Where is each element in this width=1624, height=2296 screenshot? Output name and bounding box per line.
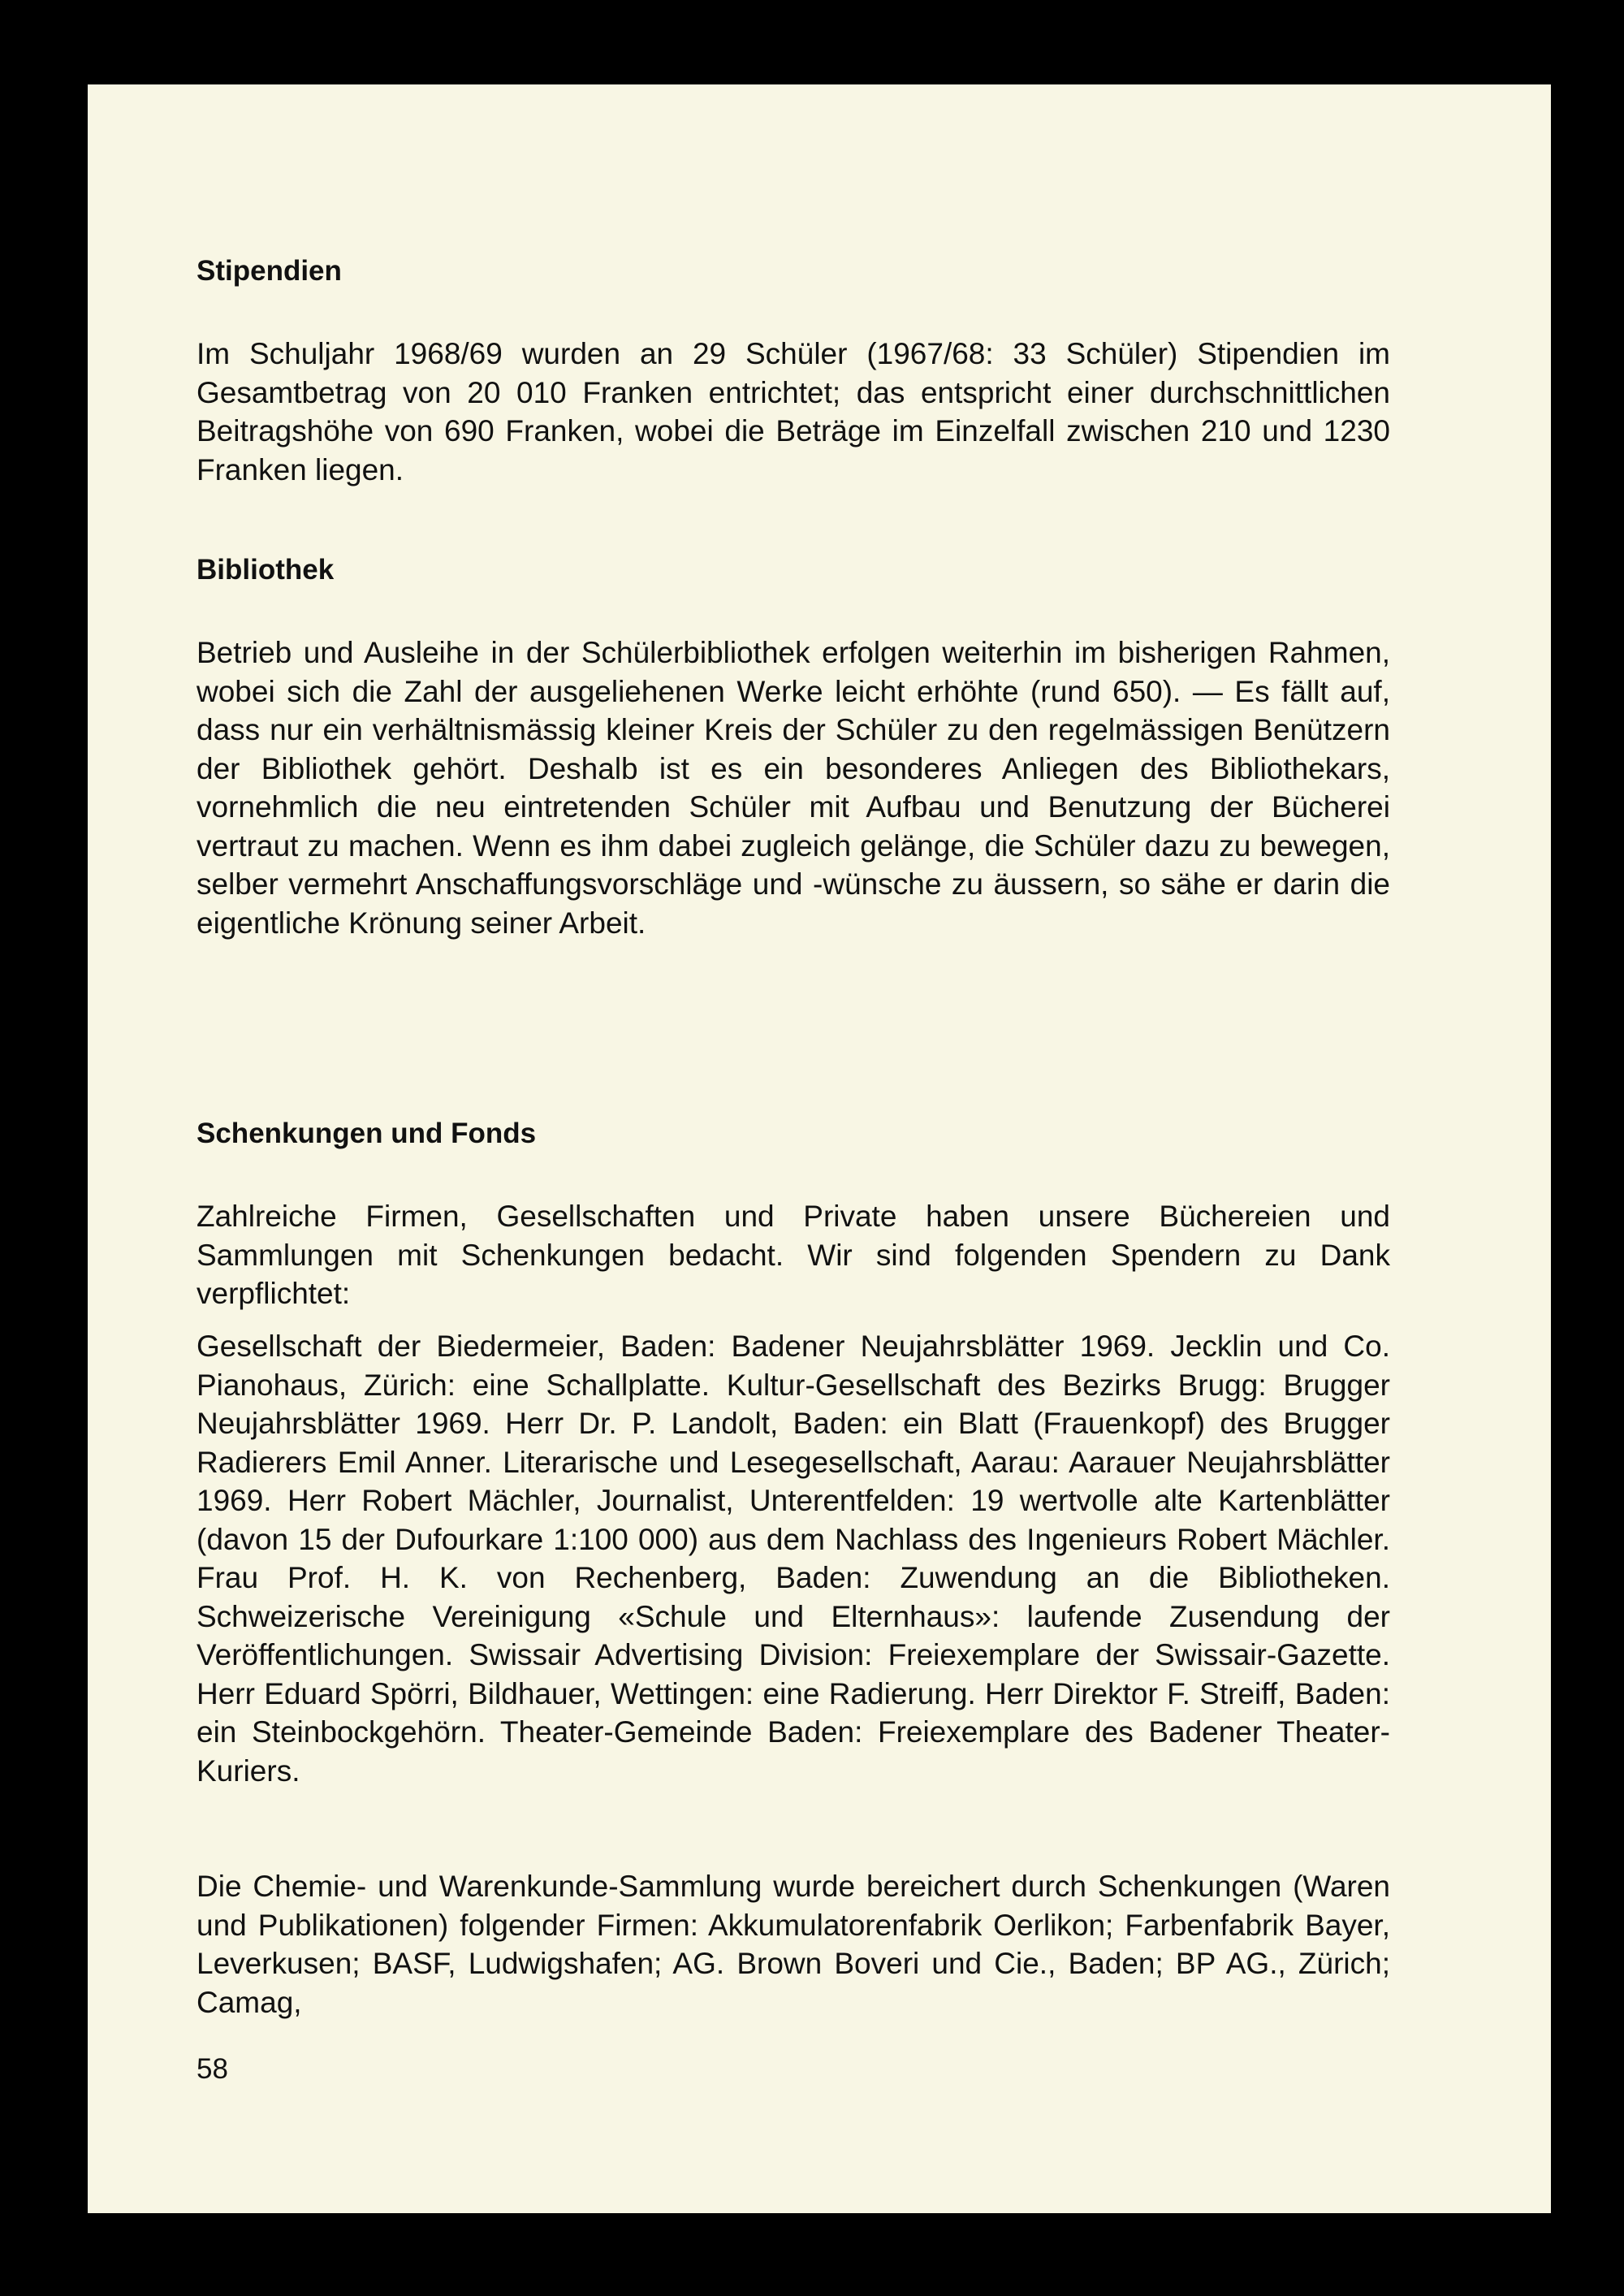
page-number: 58 [197,2053,228,2085]
section-schenkungen-donors [197,1327,1390,1790]
paragraph-schenkungen-intro: Zahlreiche Firmen, Gesellschaften und Private haben unsere Büchereien und Sammlungen mit Schenkungen bedacht. Wir sind folgenden Spendern zu Dank verpflichtet: [197,1200,1390,1310]
section-stipendien [197,255,1390,288]
paragraph-donor-list: Gesellschaft der Biedermeier, Baden: Badener Neujahrsblätter 1969. Jecklin und Co. Pianohaus, Zürich: eine Schallplatte. Kultur-Gesellschaft des Bezirks Brugg: Brugger Neujahrsblätter 1969. Herr Dr. P. Landolt, Baden: ein Blatt (Frauenkopf) des Brugger Radierers Emil Anner. Literarische und Lesegesellschaft, Aarau: Aarauer Neujahrsblätter 1969. Herr Robert Mächler, Journalist, Unterentfelden: 19 wertvolle alte Kartenblätter (davon 15 der Dufourkare 1:100 000) aus dem Nachlass des Ingenieurs Robert Mächler. Frau Prof. H. K. von Rechenberg, Baden: Zuwendung an die Bibliotheken. Schweizerische Vereinigung «Schule und Elternhaus»: laufende Zusendung der Veröffentlichungen. Swissair Advertising Division: Freiexemplare der Swissair-Gazette. Herr Eduard Spörri, Bildhauer, Wettingen: eine Radierung. Herr Direktor F. Streiff, Baden: ein Steinbockgehörn. Theater-Gemeinde Baden: Freiexemplare des Badener Theater-Kuriers. [197,1330,1390,1788]
paragraph-chemie-sammlung: Die Chemie- und Warenkunde-Sammlung wurde bereichert durch Schenkungen (Waren und Publikationen) folgender Firmen: Akkumulatorenfabrik Oerlikon; Farbenfabrik Bayer, Leverkusen; BASF, Ludwigshafen; AG. Brown Boveri und Cie., Baden; BP AG., Zürich; Camag, [197,1870,1390,2019]
heading-bibliothek: Bibliothek [197,554,335,586]
heading-stipendien: Stipendien [197,255,342,287]
section-schenkungen-chemie [197,1867,1390,2021]
heading-schenkungen: Schenkungen und Fonds [197,1118,537,1149]
section-stipendien-body [197,335,1390,489]
paragraph-stipendien: Im Schuljahr 1968/69 wurden an 29 Schüler (1967/68: 33 Schüler) Stipendien im Gesamtbetrag von 20 010 Franken entrichtet; das entspricht einer durchschnittlichen Beitragshöhe von 690 Franken, wobei die Beträge im Einzelfall zwischen 210 und 1230 Franken liegen. [197,337,1390,486]
section-schenkungen [197,1118,1390,1150]
document-page [88,84,1551,2213]
section-schenkungen-intro [197,1197,1390,1313]
paragraph-bibliothek: Betrieb und Ausleihe in der Schülerbibliothek erfolgen weiterhin im bisherigen Rahmen, wobei sich die Zahl der ausgeliehenen Werke leicht erhöhte (rund 650). — Es fällt auf, dass nur ein verhältnismässig kleiner Kreis der Schüler zu den regelmässigen Benützern der Bibliothek gehört. Deshalb ist es ein besonderes Anliegen des Bibliothekars, vornehmlich die neu eintretenden Schüler mit Aufbau und Benutzung der Bücherei vertraut zu machen. Wenn es ihm dabei zugleich gelänge, die Schüler dazu zu bewegen, selber vermehrt Anschaffungsvorschläge und -wünsche zu äussern, so sähe er darin die eigentliche Krönung seiner Arbeit. [197,636,1390,940]
section-bibliothek [197,554,1390,586]
section-bibliothek-body [197,633,1390,942]
